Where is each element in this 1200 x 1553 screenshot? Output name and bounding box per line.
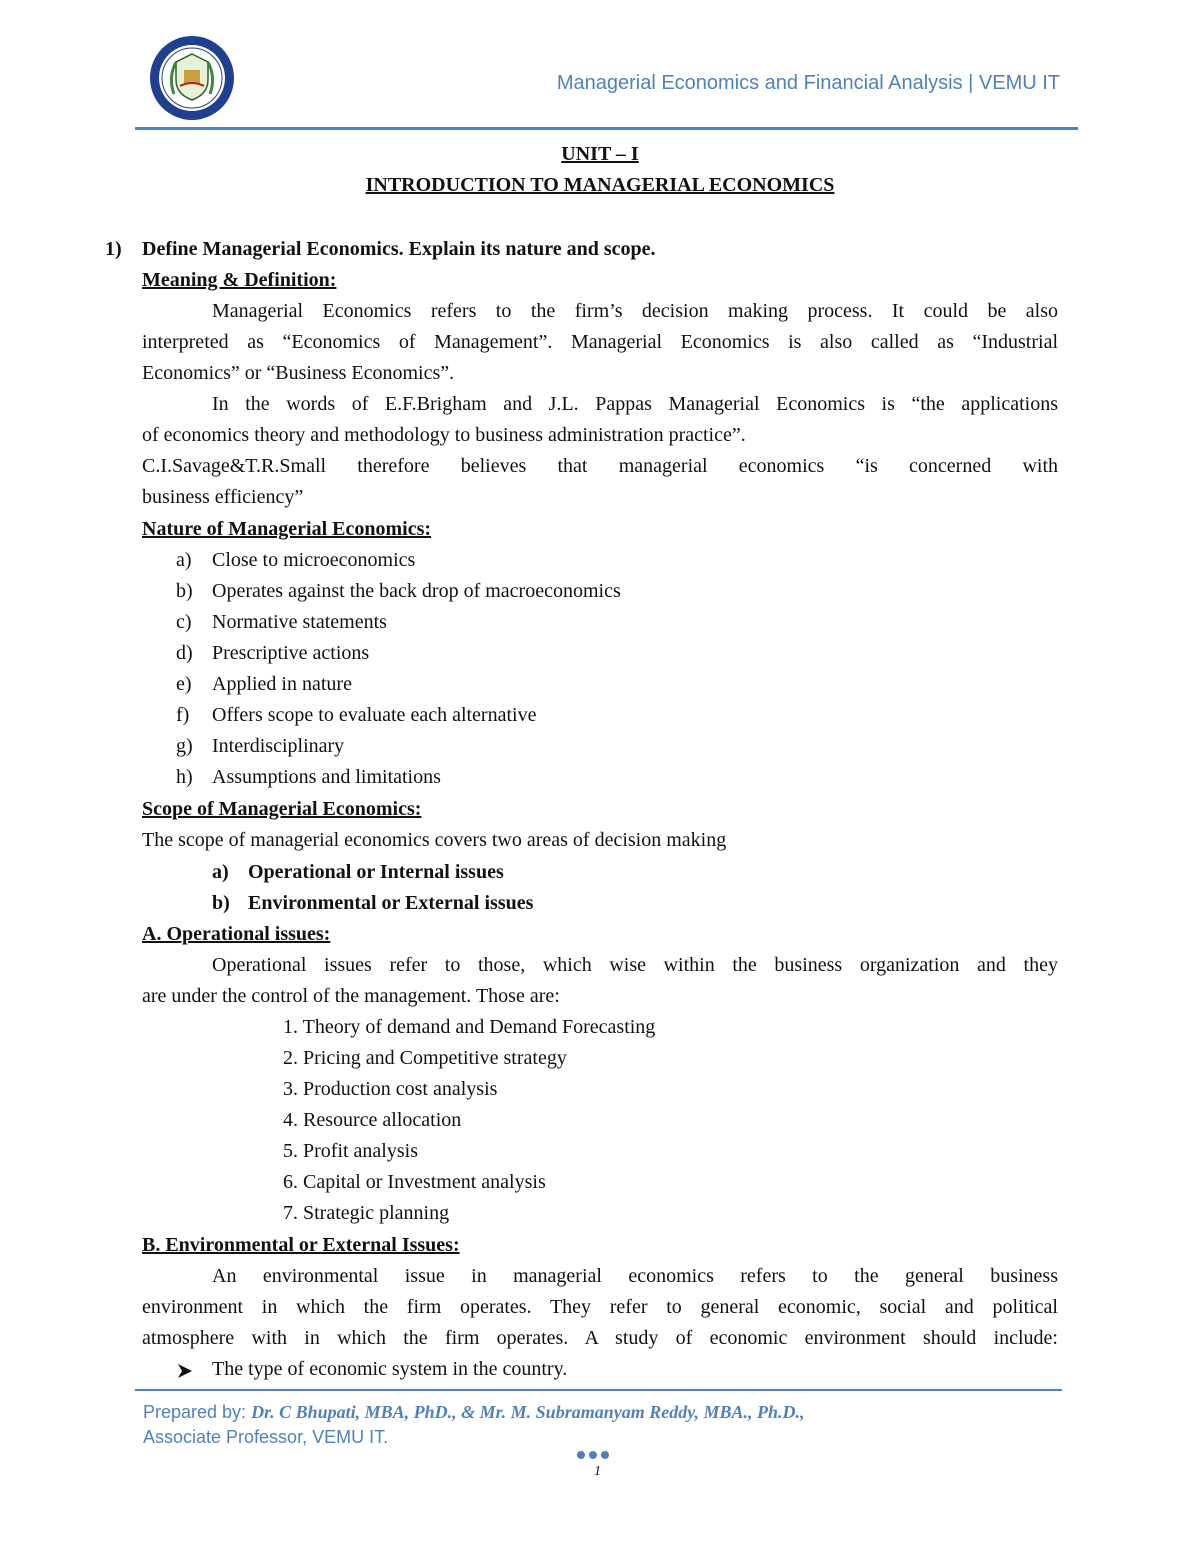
footer-dots-icon xyxy=(577,1446,613,1464)
nature-marker: d) xyxy=(176,642,193,664)
scope-area: Environmental or External issues xyxy=(248,892,534,914)
header-title: Managerial Economics and Financial Analysis | VEMU IT xyxy=(556,72,1060,94)
nature-marker: b) xyxy=(176,580,193,602)
scope-heading: Scope of Managerial Economics: xyxy=(142,798,422,820)
nature-marker: h) xyxy=(176,766,193,788)
meaning-heading: Meaning & Definition: xyxy=(142,269,337,291)
environmental-heading: B. Environmental or External Issues: xyxy=(142,1234,460,1256)
unit-title: INTRODUCTION TO MANAGERIAL ECONOMICS xyxy=(365,174,835,196)
meaning-line: C.I.Savage&T.R.Small therefore believes that managerial economics “is concerned with xyxy=(142,455,1058,477)
meaning-line: Managerial Economics refers to the firm’s decision making process. It could be also xyxy=(212,300,1058,322)
nature-item: Applied in nature xyxy=(212,673,352,695)
meaning-line: Economics” or “Business Economics”. xyxy=(142,362,455,384)
scope-marker: b) xyxy=(212,892,230,914)
environmental-line: environment in which the firm operates. They refer to general economic, social and political xyxy=(142,1296,1058,1318)
environmental-line: atmosphere with in which the firm operates. A study of economic environment should include: xyxy=(142,1327,1058,1349)
nature-item: Interdisciplinary xyxy=(212,735,345,757)
prepared-label: Prepared by: xyxy=(143,1402,247,1422)
college-seal-icon xyxy=(148,34,236,122)
scope-marker: a) xyxy=(212,861,229,883)
operational-line: are under the control of the management. Those are: xyxy=(142,985,560,1007)
operational-item: 3. Production cost analysis xyxy=(283,1078,498,1100)
author-position: Associate Professor, VEMU IT. xyxy=(143,1427,389,1447)
nature-item: Normative statements xyxy=(212,611,387,633)
unit-label: UNIT – I xyxy=(561,143,639,165)
nature-marker: e) xyxy=(176,673,192,695)
scope-intro: The scope of managerial economics covers two areas of decision making xyxy=(142,829,727,851)
operational-item: 4. Resource allocation xyxy=(283,1109,462,1131)
nature-marker: g) xyxy=(176,735,193,757)
nature-marker: a) xyxy=(176,549,192,571)
meaning-line: of economics theory and methodology to business administration practice”. xyxy=(142,424,746,446)
arrow-bullet-icon xyxy=(176,1362,194,1380)
operational-heading: A. Operational issues: xyxy=(142,923,331,945)
page-number: 1 xyxy=(594,1464,601,1479)
authors: Dr. C Bhupati, MBA, PhD., & Mr. M. Subramanyam Reddy, MBA., Ph.D., xyxy=(251,1402,805,1422)
question-text: Define Managerial Economics. Explain its nature and scope. xyxy=(142,238,656,260)
nature-item: Close to microeconomics xyxy=(212,549,416,571)
nature-marker: f) xyxy=(176,704,190,726)
environmental-line: An environmental issue in managerial economics refers to the general business xyxy=(212,1265,1058,1287)
operational-line: Operational issues refer to those, which wise within the business organization and they xyxy=(212,954,1058,976)
scope-area: Operational or Internal issues xyxy=(248,861,504,883)
operational-item: 7. Strategic planning xyxy=(283,1202,450,1224)
meaning-line: business efficiency” xyxy=(142,486,304,508)
footer-divider xyxy=(135,1389,1062,1391)
operational-item: 1. Theory of demand and Demand Forecasting xyxy=(283,1016,656,1038)
nature-item: Operates against the back drop of macroeconomics xyxy=(212,580,621,602)
nature-marker: c) xyxy=(176,611,192,633)
header-divider xyxy=(135,127,1078,130)
nature-item: Offers scope to evaluate each alternative xyxy=(212,704,537,726)
footer-prepared-by xyxy=(143,1402,805,1423)
question-number: 1) xyxy=(105,238,122,260)
meaning-line: interpreted as “Economics of Management”. Managerial Economics is also called as “Industrial xyxy=(142,331,1058,353)
operational-item: 5. Profit analysis xyxy=(283,1140,418,1162)
environmental-bullet: The type of economic system in the country. xyxy=(212,1358,568,1380)
nature-heading: Nature of Managerial Economics: xyxy=(142,518,432,540)
nature-item: Assumptions and limitations xyxy=(212,766,441,788)
operational-item: 6. Capital or Investment analysis xyxy=(283,1171,546,1193)
nature-item: Prescriptive actions xyxy=(212,642,370,664)
meaning-line: In the words of E.F.Brigham and J.L. Pappas Managerial Economics is “the applications xyxy=(212,393,1058,415)
operational-item: 2. Pricing and Competitive strategy xyxy=(283,1047,567,1069)
